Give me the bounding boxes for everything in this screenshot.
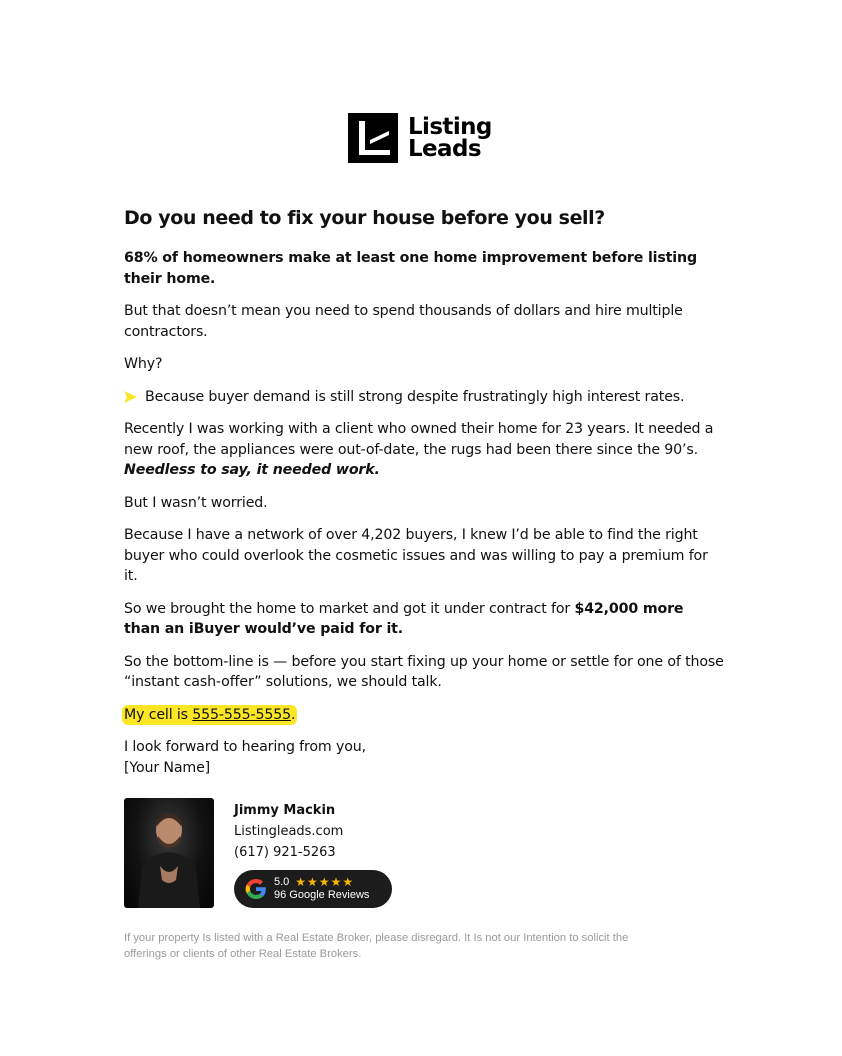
cell-prefix: My cell is	[124, 706, 193, 723]
paragraph-4: But I wasn’t worried.	[124, 494, 268, 511]
paragraph-6-text: So we brought the home to market and got it under contract for	[124, 600, 575, 617]
google-reviews-badge[interactable]	[234, 870, 392, 908]
google-g-icon	[244, 877, 268, 901]
closing-line: I look forward to hearing from you,	[124, 739, 366, 755]
closing-paragraph	[124, 737, 724, 778]
logo-wordmark	[408, 116, 492, 160]
badge-text	[274, 876, 369, 902]
agent-portrait-icon	[124, 798, 214, 908]
agent-photo	[124, 798, 214, 908]
agent-info	[234, 800, 343, 863]
paragraph-1: But that doesn’t mean you need to spend thousands of dollars and hire multiple contractors.	[124, 303, 683, 340]
paragraph-7: So the bottom-line is — before you start fixing up your home or settle for one of those “instant cash-offer” solutions, we should talk.	[124, 653, 724, 690]
bullet-point	[124, 387, 724, 408]
rating-value: 5.0	[274, 876, 290, 888]
star-rating-icon: ★★★★★	[295, 875, 355, 889]
agent-phone[interactable]: (617) 921-5263	[234, 845, 336, 860]
paragraph-3-emphasis: Needless to say, it needed work.	[124, 462, 380, 478]
rating-row	[274, 876, 369, 889]
stat-paragraph: 68% of homeowners make at least one home improvement before listing their home.	[124, 250, 697, 287]
cell-paragraph	[124, 705, 724, 726]
logo-line-1: Listing	[408, 114, 492, 140]
paragraph-6	[124, 599, 724, 640]
bullet-text: Because buyer demand is still strong despite frustratingly high interest rates.	[145, 388, 685, 405]
agent-website[interactable]: Listingleads.com	[234, 824, 344, 839]
agent-name: Jimmy Mackin	[234, 803, 336, 818]
paragraph-3	[124, 419, 724, 481]
headline: Do you need to fix your house before you sell?	[124, 207, 605, 229]
sender-name-placeholder: [Your Name]	[124, 759, 211, 776]
listing-leads-logo-icon	[348, 113, 398, 163]
review-count: 96 Google Reviews	[274, 889, 370, 901]
listing-leads-logo	[348, 112, 492, 164]
disclaimer: If your property Is listed with a Real Estate Broker, please disregard. It Is not our Intention to solicit the offerings or clients of other Real Estate Brokers.	[124, 932, 629, 960]
arrow-bullet-icon	[124, 391, 137, 403]
paragraph-3-text: Recently I was working with a client who owned their home for 23 years. It needed a new roof, the appliances were out-of-date, the rugs had been there since the 90’s.	[124, 421, 714, 458]
letter-body	[124, 204, 724, 790]
cell-suffix: .	[290, 706, 296, 723]
paragraph-5: Because I have a network of over 4,202 buyers, I knew I’d be able to find the right buyer who could overlook the cosmetic issues and was willing to pay a premium for it.	[124, 527, 708, 584]
cell-highlight	[122, 705, 297, 725]
cell-phone-link[interactable]: 555-555-5555	[192, 706, 291, 723]
paragraph-6-bold: $42,000 more than an iBuyer would’ve paid for it.	[124, 600, 684, 637]
agent-signature	[124, 798, 724, 910]
paragraph-why: Why?	[124, 356, 163, 372]
logo-line-2: Leads	[408, 136, 481, 162]
